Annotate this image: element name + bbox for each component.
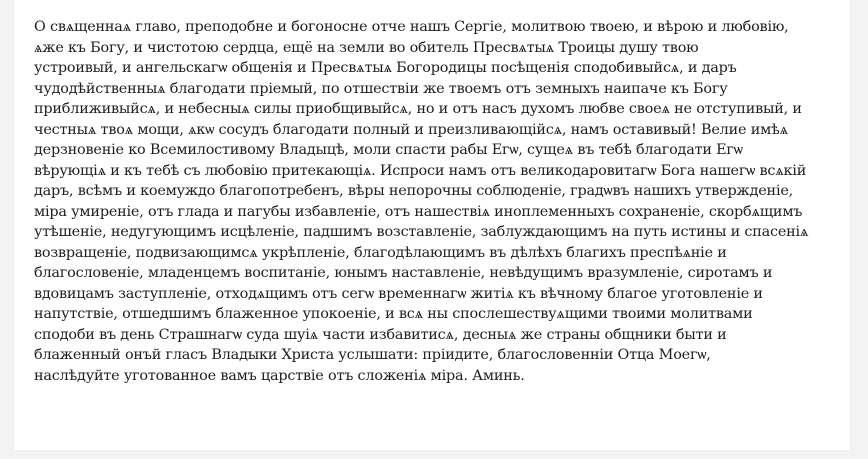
document-page bbox=[14, 0, 850, 450]
prayer-text: О свѧщеннаѧ главо, преподобне и богоносне отче нашъ Сергіе, молитвою твоею, и вѣрою и любовію, ѧже къ Богу, и чистотою сердца, ещё на земли во обитель Пресвѧтыѧ Троицы душу твою устроивый, и ангельскагѡ общенія и Пресвѧтыѧ Богородицы посѣщенія сподобивыйсѧ, и даръ чудодѣйственныѧ благодати пріемый, по отшествіи же твоемъ отъ земныхъ наипаче къ Богу приближивыйсѧ, и небесныѧ силы приобщивыйсѧ, но и отъ насъ духомъ любве своеѧ не отступивый, и честныѧ твоѧ мощи, ѧкѡ сосудъ благодати полный и преизливающійсѧ, намъ оставивый! Велие имѣѧ дерзновеніе ко Всемилостивому Владыцѣ, моли спасти рабы Егѡ, сущеѧ въ тебѣ благодати Егѡ вѣрующіѧ и къ тебѣ съ любовію притекающіѧ. Испроси намъ отъ великодаровитагѡ Бога нашегѡ всѧкій даръ, всѣмъ и коемуждо благопотребенъ, вѣры непорочны соблюденіе, градѡвъ нашихъ утвержденіе, міра умиреніе, отъ глада и пагубы избавленіе, отъ нашествіѧ иноплеменныхъ сохраненіе, скорбѧщимъ утѣшеніе, недугующимъ исцѣленіе, падшимъ возставленіе, заблуждающимъ на путь истины и спасеніѧ возвращеніе, подвизающимсѧ укрѣпленіе, благодѣлающимъ въ дѣлѣхъ благихъ преспѣѧніе и благословеніе, младенцемъ воспитаніе, юнымъ наставленіе, невѣдущимъ вразумленіе, сиротамъ и вдовицамъ заступленіе, отходѧщимъ отъ сегѡ временнагѡ житіѧ къ вѣчному благое уготовленіе и напутствіе, отшедшимъ блаженное упокоеніе, и всѧ ны спослешествуѧщими твоими молитвами сподоби въ день Страшнагѡ суда шуіѧ части избавитисѧ, десныѧ же страны общники быти и блаженный онъй гласъ Владыки Христа услышати: пріидите, благословеннiи Отца Моегѡ, наслѣдуйте уготованное вамъ царствіе отъ сложеніѧ міра. Аминь. bbox=[34, 19, 809, 384]
